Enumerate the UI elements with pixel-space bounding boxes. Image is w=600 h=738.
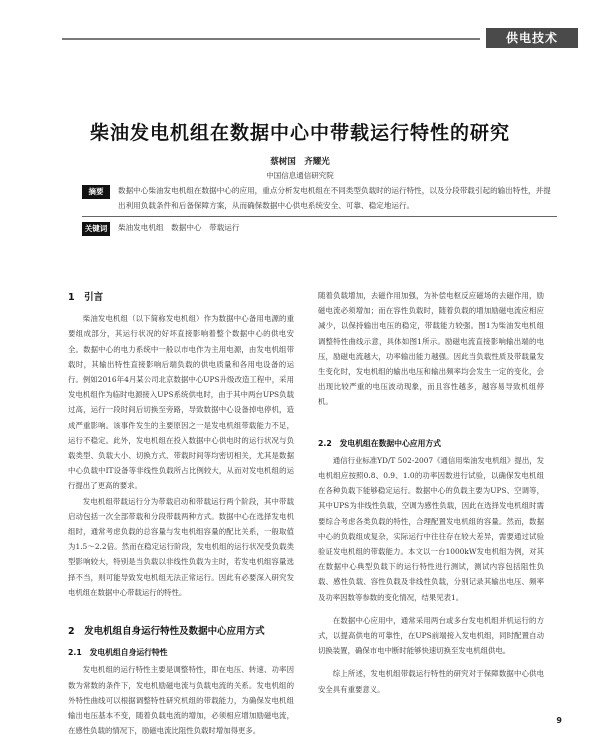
right-paragraph-4: 综上所述，发电机组带载运行特性的研究对于保障数据中心供电安全具有重要意义。 [318, 669, 544, 694]
abstract-text: 数据中心柴油发电机组在数据中心的应用，重点分析发电机组在不同类型负载时的运行特性，以及分段带载引起的输出特性，并提出利用负载条件和后备保障方案，从而确保数据中心供电系统安全、可靠、稳定地运行。 [118, 186, 551, 210]
abstract-label: 摘要 [82, 185, 110, 199]
right-paragraph-1: 随着负载增加，去磁作用加强，为补偿电枢反应磁场的去磁作用，励磁电流必须增加；而在容性负载时，随着负载的增加励磁电流应相应减少，以保持输出电压的稳定，带载能力较强。图1为柴油发电机组调整特性曲线示意，具体如图1所示。励磁电流直接影响输出端的电压，励磁电流越大，功率输出能力越强。因此当负载性质及带载量发生变化时，发电机组的输出电压和输出频率均会发生一定的变化，会出现比较严重的电压波动现象，而且容性越多，越容易导致机组停机。 [318, 291, 544, 407]
section-2-2-heading: 2.2 发电机组在数据中心应用方式 [318, 438, 441, 448]
running-header [0, 14, 600, 45]
abstract-row [82, 183, 557, 213]
section-2-1-heading: 2.1 发电机组自身运行特性 [68, 648, 168, 658]
keywords-row [82, 220, 557, 236]
section-2-2-paragraph: 通信行业标准YD/T 502-2007《通信用柴油发电机组》提出，发电机组应按照0.8、0.9、1.0的功率因数进行试验，以确保发电机组在各种负载下能够稳定运行。数据中心的负载主要为UPS、空调等，其中UPS为非线性负载，空调为感性负载，因此在选择发电机组时需要综合考虑各类负载的特性，合理配置发电机组的容量。然而，数据中心的负载组成复杂，实际运行中往往存在较大差异，需要通过试验验证发电机组的带载能力。本文以一台1000kW发电机组为例，对其在数据中心典型负载下的运行特性进行测试，测试内容包括阻性负载、感性负载、容性负载及非线性负载，分别记录其输出电压、频率及功率因数等参数的变化情况，结果见表1。 [318, 455, 544, 602]
paper-title: 柴油发电机组在数据中心中带载运行特性的研究 [89, 122, 510, 144]
right-column [318, 288, 544, 697]
section-1-paragraph-1: 柴油发电机组（以下简称发电机组）作为数据中心备用电源的重要组成部分，其运行状况的好坏直接影响着整个数据中心的供电安全。数据中心的电力系统中一般以市电作为主用电源，由发电机组带载时，其输出特性直接影响后端负载的供电质量和各用电设备的运行。例如2016年4月某公司北京数据中心UPS升级改造工程中，采用发电机组作为临时电源接入UPS系统供电时，由于其中两台UPS负载过高，运行一段时间后切换至旁路，导致数据中心设备掉电停机，造成严重影响。该事件发生的主要原因之一是发电机组带载能力不足，运行不稳定。此外，发电机组在投入数据中心供电时的运行状况与负载类型、负载大小、切换方式、带载时间等均密切相关，尤其是数据中心负载中IT设备等非线性负载所占比例较大，从而对发电机组的运行提出了更高的要求。 [68, 314, 294, 491]
section-tab: 供电技术 [486, 28, 578, 48]
right-paragraph-3: 在数据中心应用中，通常采用两台或多台发电机组并机运行的方式，以提高供电的可靠性，在UPS前端接入发电机组，同时配置自动切换装置，确保市电中断时能够快速切换至发电机组供电。 [318, 615, 544, 656]
header-rule [62, 38, 480, 40]
section-2-1-paragraph: 发电机组的运行特性主要是调整特性，即在电压、转速、功率因数为常数的条件下，发电机励磁电流与负载电流的关系。发电机组的外特性曲线可以根据调整特性研究机组的带载能力，为确保发电机组输出电压基本不变，随着负载电流的增加，必须相应增加励磁电流，在感性负载的情况下，励磁电流比阻性负载时增加得更多。 [68, 665, 294, 736]
keywords-text: 柴油发电机组 数据中心 带载运行 [118, 223, 240, 232]
authors: 蔡树国 齐耀光 [270, 157, 330, 167]
section-2-heading: 2 发电机组自身运行特性及数据中心应用方式 [68, 626, 265, 638]
page-number: 9 [556, 716, 562, 725]
abstract-divider [82, 216, 557, 217]
section-1-paragraph-2: 发电机组带载运行分为带载启动和带载运行两个阶段，其中带载启动包括一次全部带载和分段带载两种方式。数据中心在选择发电机组时，通常考虑负载的总容量与发电机组容量的配比关系，一般取值为1.5～2.2倍。然而在稳定运行阶段，发电机组的运行状况受负载类型影响较大，特别是当负载以非线性负载为主时，若发电机组容量选择不当，则可能导致发电机组无法正常运行。因此有必要深入研究发电机组在数据中心带载运行的特性。 [68, 496, 294, 597]
abstract-block [82, 183, 557, 236]
section-1-heading: 1 引言 [68, 292, 104, 303]
affiliation: 中国信息通信研究院 [266, 171, 334, 180]
keywords-label: 关键词 [82, 222, 110, 236]
left-column [68, 288, 294, 738]
